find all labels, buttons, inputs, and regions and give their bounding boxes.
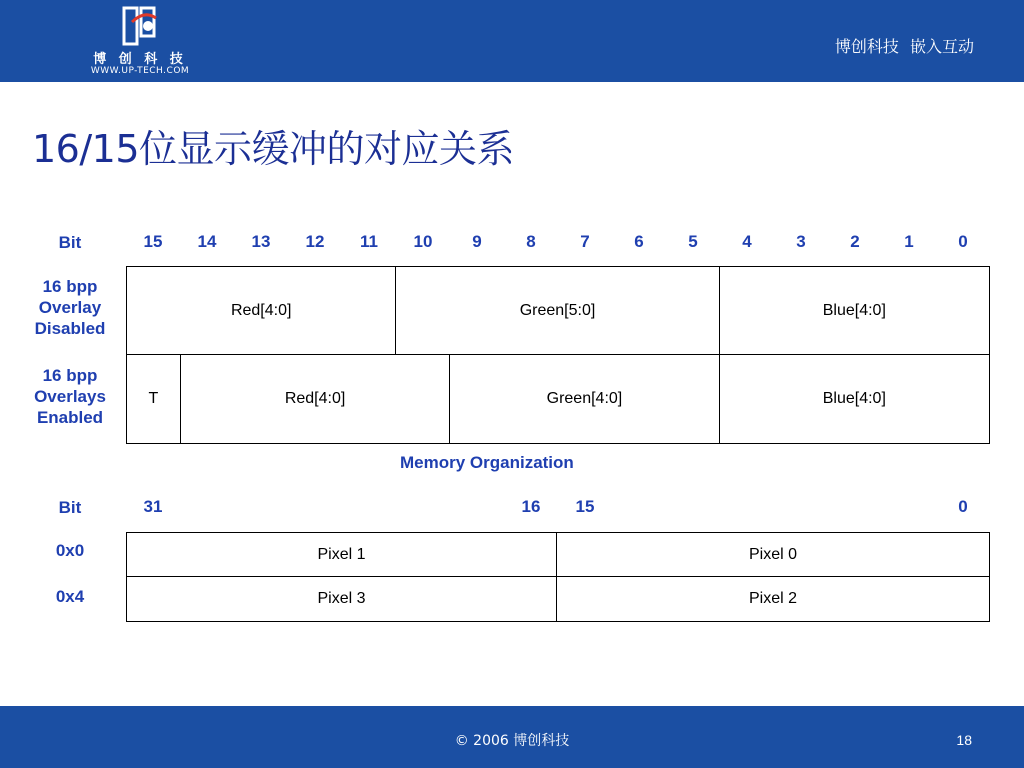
- bit-number: 15: [143, 232, 163, 251]
- row-label-overlay-disabled: [22, 276, 118, 339]
- bit-header-label: Bit: [58, 233, 82, 252]
- bit-number: 13: [251, 232, 271, 251]
- row-label-line: 16 bpp: [42, 366, 98, 385]
- memory-pixel-cell: Pixel 1: [127, 533, 557, 576]
- bit-number: 4: [742, 232, 752, 251]
- field-green: Green[5:0]: [396, 267, 719, 354]
- bit-number: 5: [688, 232, 698, 251]
- row-label-line: Overlays: [34, 387, 106, 406]
- row-label-line: Overlay: [38, 298, 102, 317]
- field-blue: Blue[4:0]: [822, 301, 886, 319]
- bit-number: 7: [580, 232, 590, 251]
- bit-number: 14: [197, 232, 217, 251]
- field-red: Red[4:0]: [181, 355, 450, 443]
- footer-bar: [0, 706, 1024, 768]
- row-label-overlays-enabled: [22, 365, 118, 428]
- bit-number: 0: [958, 232, 968, 251]
- copyright-text: © 2006 博创科技: [454, 733, 570, 749]
- bit-number: 6: [634, 232, 644, 251]
- memory-pixel-cell: Pixel 3: [127, 577, 557, 621]
- slide-title: 16/15位显示缓冲的对应关系: [32, 127, 515, 171]
- memory-bit-marker: 15: [575, 497, 595, 516]
- bit-number: 3: [796, 232, 806, 251]
- bit-number: 2: [850, 232, 860, 251]
- memory-pixel-cell: Pixel 0: [748, 545, 798, 563]
- bit-number: 10: [413, 232, 433, 251]
- header-bar: [0, 0, 1024, 82]
- pixel-row-overlay-disabled: [126, 266, 990, 355]
- memory-address-label: 0x4: [55, 587, 85, 606]
- memory-row: [126, 577, 990, 622]
- row-label-line: 16 bpp: [42, 277, 98, 296]
- memory-pixel-cell: Pixel 2: [748, 590, 798, 607]
- field-transparency: T: [127, 355, 181, 443]
- memory-address-label: 0x0: [55, 541, 85, 560]
- field-green: Green[4:0]: [450, 355, 719, 443]
- bit-number: 8: [526, 232, 536, 251]
- memory-row: [126, 532, 990, 577]
- field-red: Red[4:0]: [127, 267, 396, 354]
- logo-company-name: 博 创 科 技: [93, 52, 187, 67]
- page-number: 18: [956, 732, 972, 748]
- uptech-logo-icon: [118, 4, 162, 48]
- logo-website: WWW.UP-TECH.COM: [90, 66, 190, 76]
- bit-number: 11: [360, 232, 378, 251]
- field-blue: Blue[4:0]: [822, 390, 886, 407]
- pixel-row-overlays-enabled: [126, 355, 990, 444]
- bit-number: 9: [472, 232, 482, 251]
- display-buffer-diagram: [0, 200, 1024, 640]
- bit-number: 12: [305, 232, 325, 251]
- memory-organization-title: Memory Organization: [400, 453, 574, 472]
- memory-bit-marker: 31: [143, 497, 163, 516]
- memory-bit-marker: 16: [521, 497, 541, 516]
- row-label-line: Enabled: [36, 408, 104, 427]
- row-label-line: Disabled: [34, 319, 106, 338]
- company-logo: [80, 2, 200, 80]
- bit-number: 1: [904, 232, 914, 251]
- memory-bit-marker: 0: [958, 497, 968, 516]
- header-slogan: 博创科技 嵌入互动: [834, 37, 974, 56]
- memory-bit-header-label: Bit: [58, 498, 82, 517]
